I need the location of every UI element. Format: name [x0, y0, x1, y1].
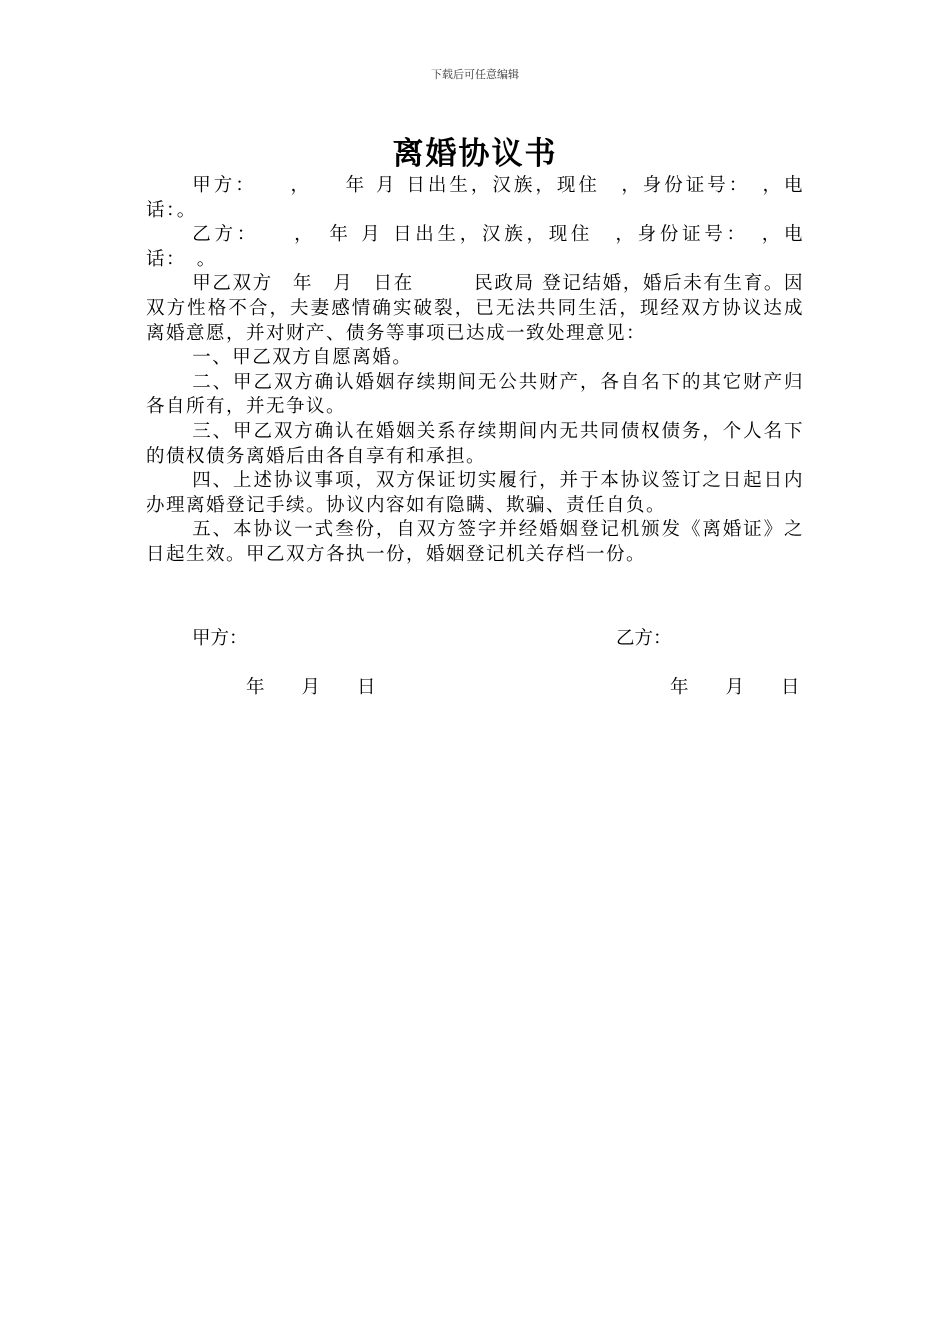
clause-3-paragraph: 三、甲乙双方确认在婚姻关系存续期间内无共同债权债务，个人名下的债权债务离婚后由各自享有和承担。: [146, 420, 804, 467]
preamble-paragraph: 甲乙双方 年 月 日在 民政局 登记结婚，婚后未有生育。因双方性格不合，夫妻感情确实破裂，已无法共同生活，现经双方协议达成离婚意愿，并对财产、债务等事项已达成一致处理意见：: [146, 273, 804, 344]
party-b-signature-label: 乙方：: [616, 628, 672, 649]
party-a-info-paragraph: 甲方： ， 年 月 日出生，汉族，现住 ，身份证号： ，电话：。: [146, 175, 804, 221]
party-a-signature-label: 甲方：: [192, 628, 248, 649]
clause-1-paragraph: 一、甲乙双方自愿离婚。: [192, 347, 413, 369]
party-b-signature-date: 年 月 日: [670, 677, 800, 698]
clause-4-paragraph: 四、上述协议事项，双方保证切实履行，并于本协议签订之日起日内办理离婚登记手续。协议内容如有隐瞒、欺骗、责任自负。: [146, 470, 804, 516]
clause-2-paragraph: 二、甲乙双方确认婚姻存续期间无公共财产，各自名下的其它财产归各自所有，并无争议。: [146, 371, 804, 418]
party-b-info-paragraph: 乙方： ， 年 月 日出生，汉族，现住 ，身份证号： ，电话： 。: [146, 224, 804, 270]
page-header-note: 下载后可任意编辑: [431, 68, 519, 81]
document-title: 离婚协议书: [392, 136, 558, 172]
party-a-signature-date: 年 月 日: [246, 677, 376, 698]
clause-5-paragraph: 五、本协议一式叁份，自双方签字并经婚姻登记机颁发《离婚证》之日起生效。甲乙双方各执一份，婚姻登记机关存档一份。: [146, 519, 804, 565]
document-body: [146, 174, 804, 568]
